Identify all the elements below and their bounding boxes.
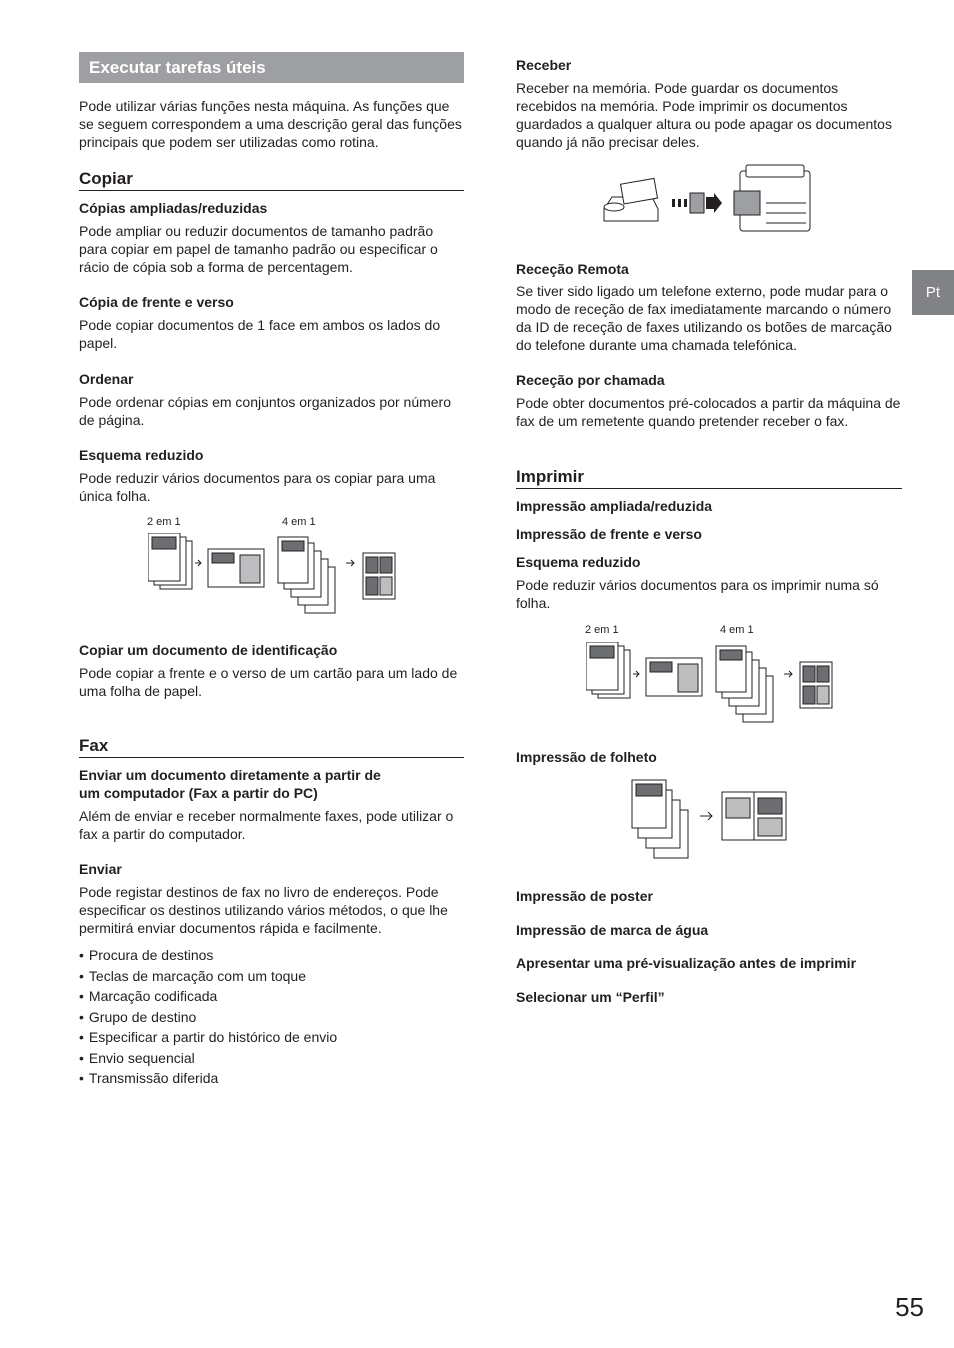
figure-label-4in1: 4 em 1	[282, 516, 316, 528]
copiar-item-text: Pode copiar a frente e o verso de um cartão para um lado de uma folha de papel.	[79, 665, 458, 699]
copiar-item-title: Cópia de frente e verso	[79, 294, 234, 310]
imprimir-esquema-text: Pode reduzir vários documentos para os imprimir numa só folha.	[516, 577, 879, 611]
fax-enviar-title: Enviar	[79, 861, 122, 877]
fax-heading: Fax	[79, 736, 464, 758]
print-layout-illustration	[586, 642, 836, 728]
copiar-item-text: Pode ampliar ou reduzir documentos de tamanho padrão para copiar em papel de tamanho padrão ou especificar o rácio de cópia sob a forma de percentagem.	[79, 223, 438, 275]
list-item: • Transmissão diferida	[79, 1068, 464, 1089]
copiar-item-title: Cópias ampliadas/reduzidas	[79, 200, 268, 216]
booklet-illustration	[630, 778, 790, 862]
figure-label-4in1: 4 em 1	[720, 624, 754, 636]
language-tab: Pt	[912, 270, 954, 315]
imprimir-ampliada: Impressão ampliada/reduzida	[516, 498, 713, 514]
fax-pc-title-line2: um computador (Fax a partir do PC)	[79, 785, 318, 801]
copy-layout-illustration	[148, 533, 398, 629]
imprimir-folheto: Impressão de folheto	[516, 749, 657, 765]
imprimir-frente-verso: Impressão de frente e verso	[516, 526, 702, 542]
fax-chamada-text: Pode obter documentos pré-colocados a partir da máquina de fax de um remetente quando pretender receber o fax.	[516, 395, 901, 429]
copiar-item-text: Pode ordenar cópias em conjuntos organizados por número de página.	[79, 394, 452, 428]
fax-enviar-list	[79, 945, 464, 1089]
list-item: • Envio sequencial	[79, 1048, 464, 1069]
copiar-item-title: Ordenar	[79, 371, 134, 387]
fax-remota-title: Receção Remota	[516, 261, 629, 277]
imprimir-previsualizacao: Apresentar uma pré-visualização antes de imprimir	[516, 955, 857, 971]
imprimir-perfil: Selecionar um “Perfil”	[516, 989, 665, 1005]
fax-pc-title-line1: Enviar um documento diretamente a partir de	[79, 767, 381, 783]
list-item: • Grupo de destino	[79, 1007, 464, 1028]
copiar-item-title: Copiar um documento de identificação	[79, 642, 338, 658]
fax-receber-title: Receber	[516, 57, 572, 73]
imprimir-esquema-title: Esquema reduzido	[516, 554, 641, 570]
fax-chamada-title: Receção por chamada	[516, 372, 665, 388]
figure-label-2in1: 2 em 1	[147, 516, 181, 528]
section-banner: Executar tarefas úteis	[79, 52, 464, 83]
fax-pc-title	[79, 766, 464, 802]
fax-receber-text: Receber na memória. Pode guardar os documentos recebidos na memória. Pode imprimir os documentos guardados a qualquer altura ou pode apagar os documentos quando já não precisar deles.	[516, 80, 892, 150]
imprimir-heading: Imprimir	[516, 467, 902, 489]
copiar-item-title: Esquema reduzido	[79, 447, 204, 463]
list-item: • Marcação codificada	[79, 986, 464, 1007]
figure-label-2in1: 2 em 1	[585, 624, 619, 636]
copiar-heading: Copiar	[79, 169, 464, 191]
intro-text: Pode utilizar várias funções nesta máquina. As funções que se seguem correspondem a uma descrição geral das funções principais que podem ser utilizadas como rotina.	[79, 98, 462, 150]
copiar-item-text: Pode copiar documentos de 1 face em ambos os lados do papel.	[79, 317, 441, 351]
fax-remota-text: Se tiver sido ligado um telefone externo, pode mudar para o modo de receção de fax imediatamente marcando o número da ID de receção de faxes utilizando os botões de marcação do telefone durante uma chamada telefónica.	[516, 283, 892, 353]
list-item: • Especificar a partir do histórico de envio	[79, 1027, 464, 1048]
fax-receive-illustration	[600, 163, 814, 235]
page-number: 55	[895, 1292, 924, 1322]
fax-pc-text: Além de enviar e receber normalmente faxes, pode utilizar o fax a partir do computador.	[79, 808, 454, 842]
copiar-item-text: Pode reduzir vários documentos para os copiar para uma única folha.	[79, 470, 436, 504]
imprimir-marca-agua: Impressão de marca de água	[516, 922, 709, 938]
list-item: • Procura de destinos	[79, 945, 464, 966]
list-item: • Teclas de marcação com um toque	[79, 966, 464, 987]
fax-enviar-text: Pode registar destinos de fax no livro de endereços. Pode especificar os destinos utilizando vários métodos, o que lhe permitirá enviar documentos rápida e facilmente.	[79, 884, 448, 936]
imprimir-poster: Impressão de poster	[516, 888, 653, 904]
